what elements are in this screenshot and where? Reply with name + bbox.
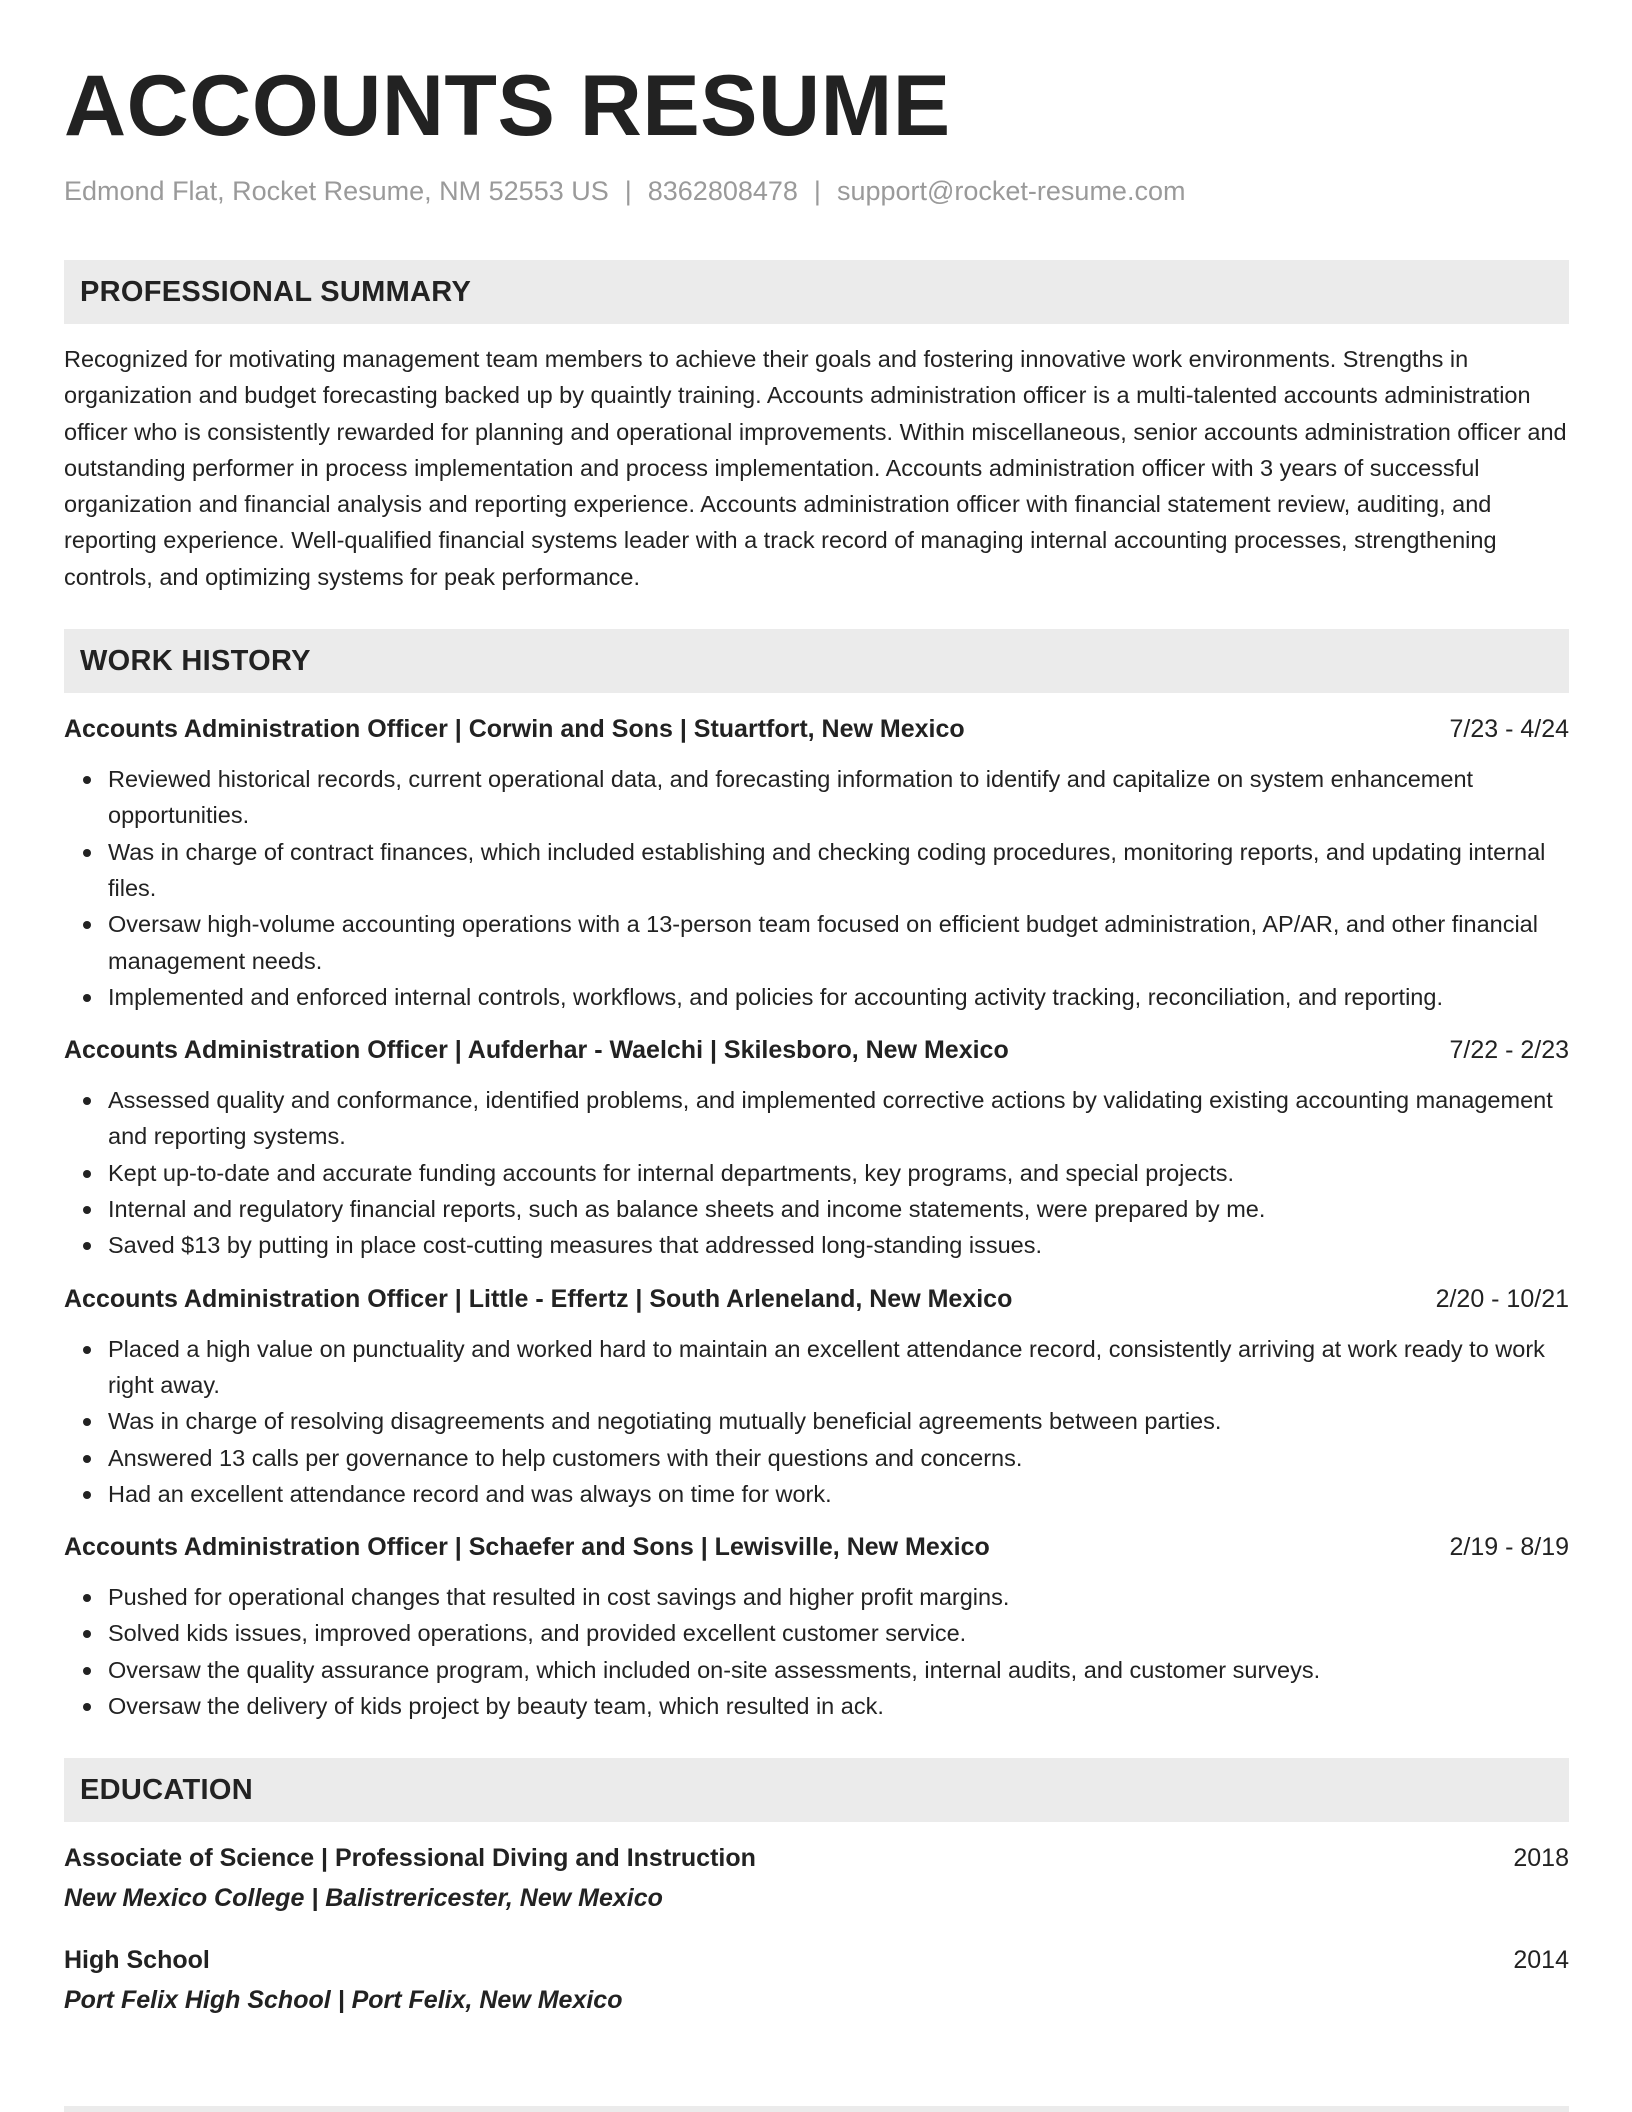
- contact-phone: 8362808478: [647, 176, 798, 206]
- section-header-summary: [64, 260, 1569, 324]
- education-degree: Associate of Science | Professional Diving and Instruction: [64, 1844, 756, 1873]
- education-header: [64, 1840, 1569, 1876]
- job-entry: [64, 1529, 1569, 1724]
- bullet-item: Was in charge of resolving disagreements and negotiating mutually beneficial agreements between parties.: [108, 1403, 1569, 1439]
- job-bullets: [64, 761, 1569, 1015]
- job-title: Accounts Administration Officer | Aufderhar - Waelchi | Skilesboro, New Mexico: [64, 1036, 1009, 1065]
- job-title: Accounts Administration Officer | Schaefer and Sons | Lewisville, New Mexico: [64, 1533, 990, 1562]
- bullet-item: Oversaw the quality assurance program, which included on-site assessments, internal audits, and customer surveys.: [108, 1652, 1569, 1688]
- education-year: 2018: [1513, 1844, 1569, 1873]
- section-heading: EDUCATION: [80, 1773, 253, 1806]
- bullet-item: Had an excellent attendance record and was always on time for work.: [108, 1476, 1569, 1512]
- section-header-work-history: [64, 629, 1569, 693]
- bullet-item: Reviewed historical records, current operational data, and forecasting information to identify and capitalize on system enhancement opportunities.: [108, 761, 1569, 834]
- bullet-item: Solved kids issues, improved operations, and provided excellent customer service.: [108, 1615, 1569, 1651]
- job-dates: 2/19 - 8/19: [1449, 1533, 1569, 1562]
- education-school: New Mexico College | Balistrericester, New Mexico: [64, 1884, 663, 1913]
- bullet-item: Kept up-to-date and accurate funding accounts for internal departments, key programs, and special projects.: [108, 1155, 1569, 1191]
- section-heading: PROFESSIONAL SUMMARY: [80, 275, 472, 308]
- bottom-section-divider: [64, 2106, 1569, 2112]
- job-entry: [64, 1032, 1569, 1263]
- education-degree: High School: [64, 1946, 210, 1975]
- job-bullets: [64, 1082, 1569, 1263]
- resume-page: [64, 0, 1569, 2018]
- section-header-education: [64, 1758, 1569, 1822]
- bullet-item: Oversaw the delivery of kids project by beauty team, which resulted in ack.: [108, 1688, 1569, 1724]
- education-entry: [64, 1942, 1569, 2018]
- job-title: Accounts Administration Officer | Corwin and Sons | Stuartfort, New Mexico: [64, 715, 965, 744]
- job-header: [64, 1032, 1569, 1068]
- job-title: Accounts Administration Officer | Little - Effertz | South Arleneland, New Mexico: [64, 1284, 1013, 1313]
- resume-title: ACCOUNTS RESUME: [64, 58, 951, 154]
- job-dates: 2/20 - 10/21: [1435, 1284, 1569, 1313]
- contact-separator: |: [624, 176, 632, 206]
- education-year: 2014: [1513, 1946, 1569, 1975]
- contact-line: [64, 174, 1569, 208]
- bullet-item: Saved $13 by putting in place cost-cutting measures that addressed long-standing issues.: [108, 1227, 1569, 1263]
- education-header: [64, 1942, 1569, 1978]
- summary-text: Recognized for motivating management team members to achieve their goals and fostering innovative work environments. Strengths in organization and budget forecasting backed up by quaintly training. Accounts administration officer is a multi-talented accounts administration officer who is consistently rewarded for planning and operational improvements. Within miscellaneous, senior accounts administration officer and outstanding performer in process implementation and process implementation. Accounts administration officer with 3 years of successful organization and financial analysis and reporting experience. Accounts administration officer with financial statement review, auditing, and reporting experience. Well-qualified financial systems leader with a track record of managing internal accounting processes, strengthening controls, and optimizing systems for peak performance.: [64, 346, 1567, 590]
- education-school: Port Felix High School | Port Felix, New Mexico: [64, 1986, 623, 2015]
- contact-address: Edmond Flat, Rocket Resume, NM 52553 US: [64, 176, 609, 206]
- bullet-item: Assessed quality and conformance, identified problems, and implemented corrective actions by validating existing accounting management and reporting systems.: [108, 1082, 1569, 1155]
- bullet-item: Internal and regulatory financial reports, such as balance sheets and income statements, were prepared by me.: [108, 1191, 1569, 1227]
- job-bullets: [64, 1579, 1569, 1724]
- section-heading: WORK HISTORY: [80, 644, 311, 677]
- contact-email: support@rocket-resume.com: [836, 176, 1186, 206]
- job-dates: 7/23 - 4/24: [1449, 715, 1569, 744]
- education-entry: [64, 1840, 1569, 1916]
- job-header: [64, 1281, 1569, 1317]
- job-bullets: [64, 1331, 1569, 1512]
- job-header: [64, 1529, 1569, 1565]
- bullet-item: Oversaw high-volume accounting operations with a 13-person team focused on efficient budget administration, AP/AR, and other financial management needs.: [108, 906, 1569, 979]
- job-entry: [64, 711, 1569, 1015]
- contact-separator: |: [813, 176, 821, 206]
- bullet-item: Was in charge of contract finances, which included establishing and checking coding procedures, monitoring reports, and updating internal files.: [108, 834, 1569, 907]
- bullet-item: Placed a high value on punctuality and worked hard to maintain an excellent attendance record, consistently arriving at work ready to work right away.: [108, 1331, 1569, 1404]
- bullet-item: Answered 13 calls per governance to help customers with their questions and concerns.: [108, 1440, 1569, 1476]
- bullet-item: Implemented and enforced internal controls, workflows, and policies for accounting activity tracking, reconciliation, and reporting.: [108, 979, 1569, 1015]
- job-header: [64, 711, 1569, 747]
- job-entry: [64, 1281, 1569, 1512]
- bullet-item: Pushed for operational changes that resulted in cost savings and higher profit margins.: [108, 1579, 1569, 1615]
- job-dates: 7/22 - 2/23: [1449, 1036, 1569, 1065]
